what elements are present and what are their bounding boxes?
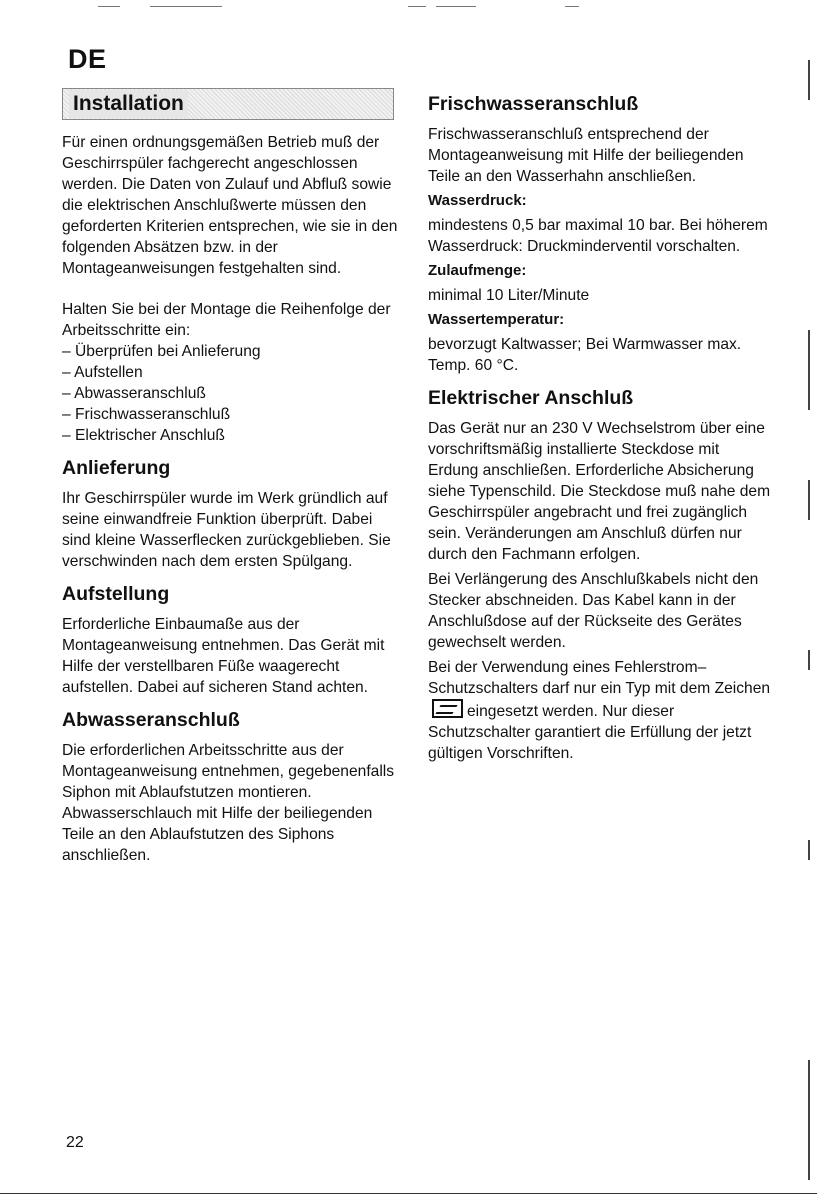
electric-paragraph-1: Das Gerät nur an 230 V Wechselstrom über eine vorschriftsmäßig installierte Steckdose mit Erdung anschließen. Erforderliche Absicherung siehe Typenschild. Die Steckdose muß nahe dem Geschirrspüler angebracht und frei zugänglich sein. Veränderungen am Anschluß dürfen nur durch den Fachmann erfolgen. <box>428 420 771 563</box>
language-code: DE <box>68 44 107 74</box>
fresh-water-paragraph: Frischwasseranschluß entsprechend der Montageanweisung mit Hilfe der beiliegenden Teile an den Wasserhahn anschließen. <box>428 126 744 185</box>
chapter-heading-box <box>62 88 394 120</box>
section-title-fresh-water: Frischwasseranschluß <box>428 93 639 115</box>
electric-paragraph-3 <box>428 657 773 764</box>
flow-label: Zulaufmenge: <box>428 262 527 279</box>
rcd-symbol-icon <box>432 699 463 718</box>
list-item: – Überprüfen bei Anlieferung <box>62 341 402 362</box>
flow-text: minimal 10 Liter/Minute <box>428 287 590 304</box>
section-title-delivery: Anlieferung <box>62 457 171 479</box>
order-intro: Halten Sie bei der Montage die Reihenfolge der Arbeitsschritte ein: <box>62 301 391 339</box>
intro-paragraph: Für einen ordnungsgemäßen Betrieb muß der Geschirrspüler fachgerecht angeschlossen werden. Die Daten von Zulauf und Abfluß sowie die elektrischen Anschlußwerte müssen den geforderten Kriterien entsprechen, wie sie in den folgenden Absätzen bzw. in der Montageanweisungen festgehalten sind. <box>62 134 398 277</box>
right-column <box>428 92 773 768</box>
temperature-label: Wassertemperatur: <box>428 311 565 328</box>
electric-paragraph-2: Bei Verlängerung des Anschlußkabels nicht den Stecker abschneiden. Das Kabel kann in der Anschlußdose auf der Rückseite des Gerätes gewechselt werden. <box>428 571 759 651</box>
chapter-title: Installation <box>69 90 188 118</box>
pressure-label: Wasserdruck: <box>428 192 527 209</box>
left-column <box>62 88 402 870</box>
list-item: – Elektrischer Anschluß <box>62 425 402 446</box>
scan-edge-right <box>808 60 811 1190</box>
scan-edge-top <box>0 6 817 8</box>
scan-edge-bottom <box>0 1193 817 1196</box>
step-list <box>62 341 402 446</box>
temperature-text: bevorzugt Kaltwasser; Bei Warmwasser max. Temp. 60 °C. <box>428 336 742 374</box>
section-title-setup: Aufstellung <box>62 583 170 605</box>
section-title-electric: Elektrischer Anschluß <box>428 387 634 409</box>
page-number: 22 <box>66 1134 84 1151</box>
electric-paragraph-3-end: eingesetzt werden. Nur dieser Schutzschalter garantiert die Erfüllung der jetzt gültigen Vorschriften. <box>428 703 752 762</box>
setup-paragraph: Erforderliche Einbaumaße aus der Montageanweisung entnehmen. Das Gerät mit Hilfe der verstellbaren Füße waagerecht aufstellen. Dabei auf sicheren Stand achten. <box>62 616 385 696</box>
delivery-paragraph: Ihr Geschirrspüler wurde im Werk gründlich auf seine einwandfreie Funktion überprüft. Dabei sind kleine Wasserflecken zurückgeblieben. Sie verschwinden nach dem ersten Spülgang. <box>62 490 391 570</box>
pressure-text: mindestens 0,5 bar maximal 10 bar. Bei höherem Wasserdruck: Druckminderventil vorschalten. <box>428 217 768 255</box>
electric-paragraph-3-start: Bei der Verwendung eines Fehlerstrom–Schutzschalters darf nur ein Typ mit dem Zeichen <box>428 659 771 697</box>
list-item: – Frischwasseranschluß <box>62 404 402 425</box>
drain-paragraph: Die erforderlichen Arbeitsschritte aus der Montageanweisung entnehmen, gegebenenfalls Siphon mit Ablaufstutzen montieren. Abwasserschlauch mit Hilfe der beiliegenden Teile an den Ablaufstutzen des Siphons anschließen. <box>62 742 395 864</box>
list-item: – Aufstellen <box>62 362 402 383</box>
list-item: – Abwasseranschluß <box>62 383 402 404</box>
section-title-drain: Abwasseranschluß <box>62 709 240 731</box>
